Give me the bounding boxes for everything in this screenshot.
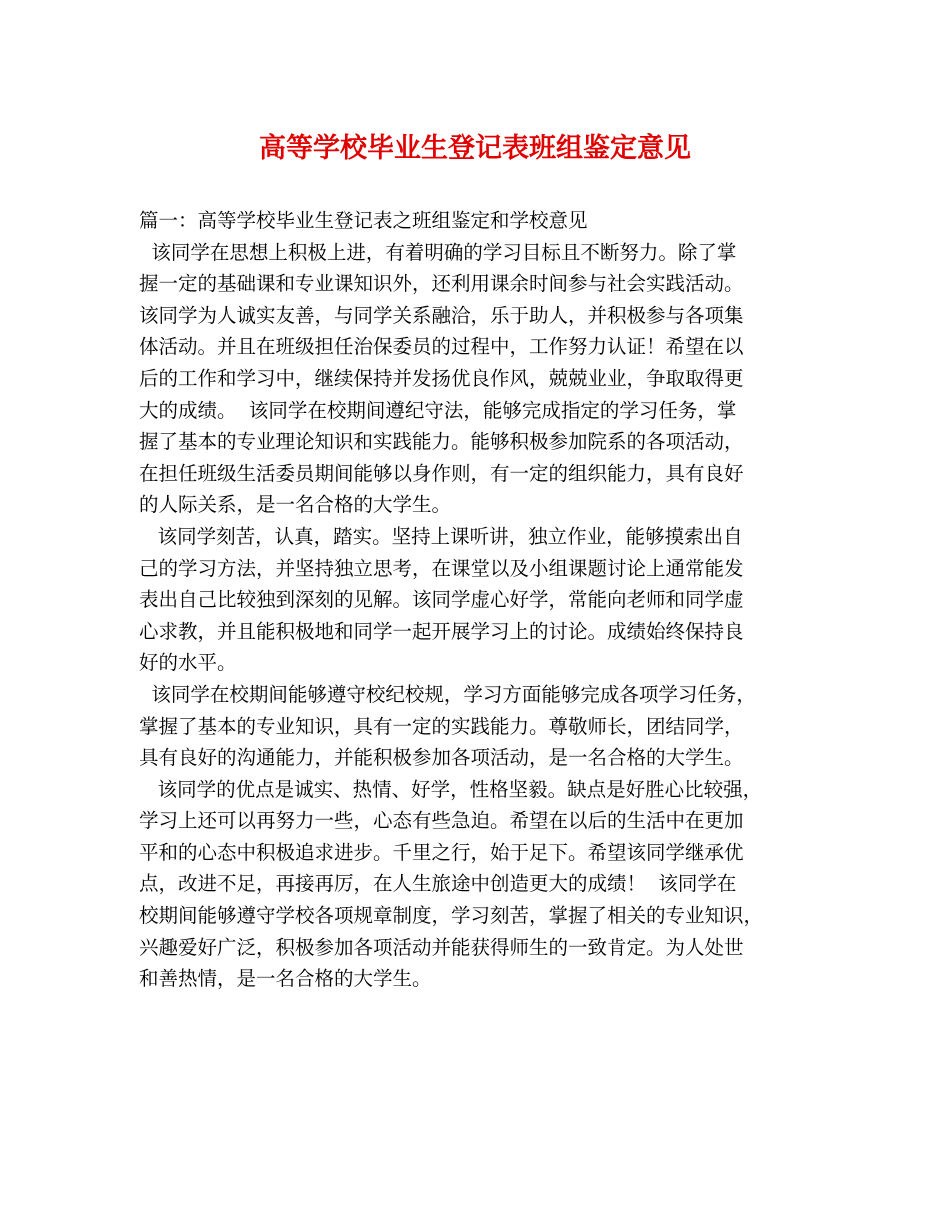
text-line: 该同学在校期间能够遵守校纪校规，学习方面能够完成各项学习任务，	[139, 682, 756, 706]
text-line: 握了基本的专业理论知识和实践能力。能够积极参加院系的各项活动，	[139, 430, 744, 454]
text-line: 后的工作和学习中，继续保持并发扬优良作风，兢兢业业，争取取得更	[139, 366, 744, 390]
text-line: 该同学在思想上积极上进，有着明确的学习目标且不断努力。除了掌	[139, 240, 737, 264]
text-line: 该同学刻苦，认真，踏实。坚持上课听讲，独立作业，能够摸索出自	[139, 524, 743, 548]
document-body	[139, 205, 829, 995]
text-line: 掌握了基本的专业知识，具有一定的实践能力。尊敬师长，团结同学，	[139, 714, 744, 738]
text-line: 大的成绩。 该同学在校期间遵纪守法，能够完成指定的学习任务，掌	[139, 398, 737, 422]
text-line: 表出自己比较独到深刻的见解。该同学虚心好学，常能向老师和同学虚	[139, 588, 744, 612]
text-line: 握一定的基础课和专业课知识外，还利用课余时间参与社会实践活动。	[139, 272, 744, 296]
text-line: 的人际关系，是一名合格的大学生。	[139, 493, 452, 517]
text-line: 篇一：高等学校毕业生登记表之班组鉴定和学校意见	[139, 209, 588, 232]
text-line: 点，改进不足，再接再厉，在人生旅途中创造更大的成绩！ 该同学在	[139, 872, 737, 896]
text-line: 兴趣爱好广泛，积极参加各项活动并能获得师生的一致肯定。为人处世	[139, 935, 744, 959]
text-line: 该同学的优点是诚实、热情、好学，性格坚毅。缺点是好胜心比较强，	[139, 777, 763, 801]
text-line: 平和的心态中积极追求进步。千里之行，始于足下。希望该同学继承优	[139, 840, 744, 864]
text-line: 心求教，并且能积极地和同学一起开展学习上的讨论。成绩始终保持良	[139, 619, 744, 643]
text-line: 和善热情，是一名合格的大学生。	[139, 967, 432, 991]
text-line: 己的学习方法，并坚持独立思考，在课堂以及小组课题讨论上通常能发	[139, 556, 744, 580]
text-line: 校期间能够遵守学校各项规章制度，学习刻苦，掌握了相关的专业知识，	[139, 904, 764, 928]
text-line: 好的水平。	[139, 651, 237, 675]
text-line: 体活动。并且在班级担任治保委员的过程中，工作努力认证！希望在以	[139, 335, 744, 359]
text-line: 该同学为人诚实友善，与同学关系融洽，乐于助人，并积极参与各项集	[139, 303, 744, 327]
text-line: 学习上还可以再努力一些，心态有些急迫。希望在以后的生活中在更加	[139, 809, 744, 833]
document-title: 高等学校毕业生登记表班组鉴定意见	[259, 133, 691, 164]
text-line: 在担任班级生活委员期间能够以身作则，有一定的组织能力，具有良好	[139, 461, 744, 485]
text-line: 具有良好的沟通能力，并能积极参加各项活动，是一名合格的大学生。	[139, 746, 744, 770]
